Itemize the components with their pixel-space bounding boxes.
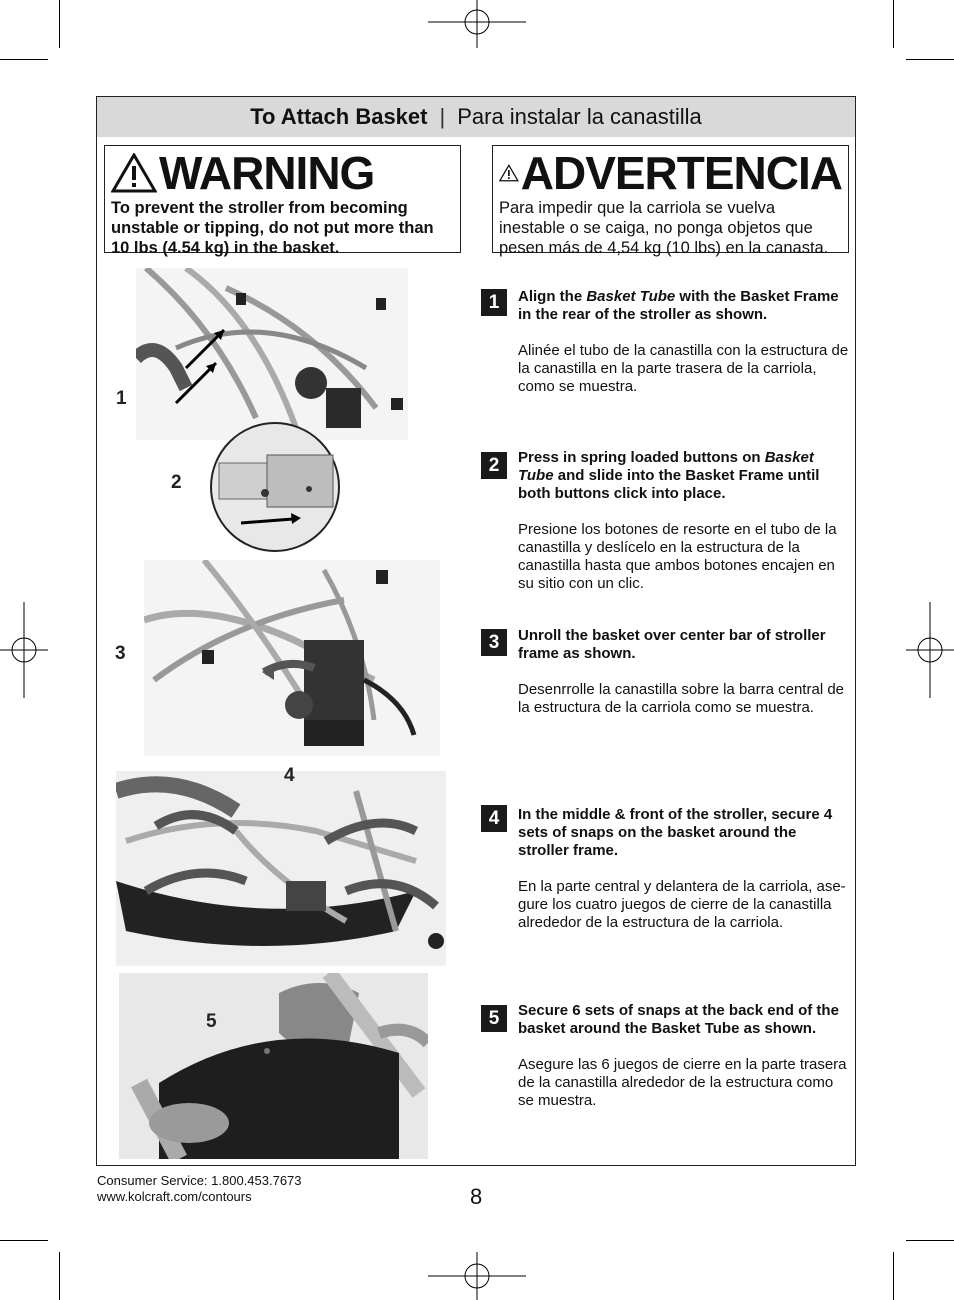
- photo-label-2: 2: [171, 472, 182, 493]
- registration-mark: [428, 0, 526, 48]
- step-4-text: [518, 806, 850, 932]
- step-1-photo: [136, 268, 408, 440]
- step-5-en: Secure 6 sets of snaps at the back end of the basket around the Basket Tube as shown.: [518, 1002, 839, 1037]
- step-1-es: Alinée el tubo de la canastilla con la estructura de la canastilla en la parte trasera de la carriola, como se muestra.: [518, 342, 849, 395]
- step-2-text: [518, 449, 850, 593]
- photo-label-3: 3: [115, 643, 126, 664]
- step-2-detail-photo: [207, 421, 343, 553]
- step-number-1: 1: [481, 289, 507, 316]
- warning-body: To prevent the stroller from becoming unstable or tipping, do not put more than 10 lbs (4.54 kg) in the basket.: [111, 199, 434, 257]
- consumer-service-phone: Consumer Service: 1.800.453.7673: [97, 1173, 302, 1188]
- photo-label-1: 1: [116, 388, 127, 409]
- crop-mark: [893, 0, 894, 48]
- registration-mark: [428, 1252, 526, 1300]
- header-title-es: Para instalar la canastilla: [457, 104, 702, 129]
- step-2-en-em: Basket Tube: [518, 449, 814, 484]
- step-1-en: Align the: [518, 288, 587, 305]
- header-separator: |: [439, 104, 446, 129]
- crop-mark: [59, 0, 60, 48]
- warning-title: WARNING: [159, 147, 375, 199]
- step-number-2: 2: [481, 452, 507, 479]
- section-header: [97, 97, 855, 137]
- step-number-3: 3: [481, 629, 507, 656]
- step-2-en-post: and slide into the Basket Frame until both buttons click into place.: [518, 467, 820, 502]
- registration-mark: [0, 602, 48, 698]
- crop-mark: [906, 59, 954, 60]
- warning-triangle-icon: [499, 153, 519, 193]
- website-link[interactable]: www.kolcraft.com/contours: [97, 1189, 252, 1204]
- photo-label-5: 5: [206, 1011, 217, 1032]
- step-4-es: En la parte central y delantera de la carriola, ase-gure los cuatro juegos de cierre de la canastilla alrededor de la estructura de la carriola.: [518, 878, 846, 931]
- step-number-5: 5: [481, 1005, 507, 1032]
- step-2-en: Press in spring loaded buttons on: [518, 449, 765, 466]
- step-3-es: Desenrrolle la canastilla sobre la barra central de la estructura de la carriola como se muestra.: [518, 681, 845, 716]
- warning-box-en: [104, 145, 461, 257]
- registration-mark: [906, 602, 954, 698]
- step-1-text: [518, 288, 850, 396]
- step-5-es: Asegure las 6 juegos de cierre en la parte trasera de la canastilla alrededor de la estructura como se muestra.: [518, 1056, 847, 1109]
- advertencia-title: ADVERTENCIA: [520, 147, 842, 199]
- step-5-photo: [119, 973, 428, 1159]
- step-2-es: Presione los botones de resorte en el tubo de la canastilla y deslícelo en la estructura de la canastilla hasta que ambos botones encajen en su sitio con un clic.: [518, 521, 837, 592]
- step-4-en: In the middle & front of the stroller, secure 4 sets of snaps on the basket around the stroller frame.: [518, 806, 833, 859]
- step-3-photo: [144, 560, 440, 756]
- advertencia-body: Para impedir que la carriola se vuelva inestable o se caiga, no ponga objetos que pesen más de 4,54 kg (10 lbs) en la canasta.: [499, 199, 829, 257]
- footer-contact: [97, 1173, 302, 1205]
- step-3-en: Unroll the basket over center bar of stroller frame as shown.: [518, 627, 826, 662]
- crop-mark: [893, 1252, 894, 1300]
- step-5-text: [518, 1002, 850, 1110]
- step-1-en-post: with the Basket Frame in the rear of the stroller as shown.: [518, 288, 839, 323]
- step-1-en-em: Basket Tube: [586, 288, 676, 305]
- header-title-en: To Attach Basket: [250, 104, 428, 129]
- step-number-4: 4: [481, 805, 507, 832]
- crop-mark: [0, 1240, 48, 1241]
- crop-mark: [906, 1240, 954, 1241]
- crop-mark: [0, 59, 48, 60]
- step-4-photo: [116, 771, 446, 966]
- warning-triangle-icon: [111, 153, 157, 193]
- step-3-text: [518, 627, 850, 717]
- crop-mark: [59, 1252, 60, 1300]
- photo-label-4: 4: [284, 765, 295, 786]
- warning-box-es: [492, 145, 849, 257]
- page-number: 8: [470, 1184, 483, 1209]
